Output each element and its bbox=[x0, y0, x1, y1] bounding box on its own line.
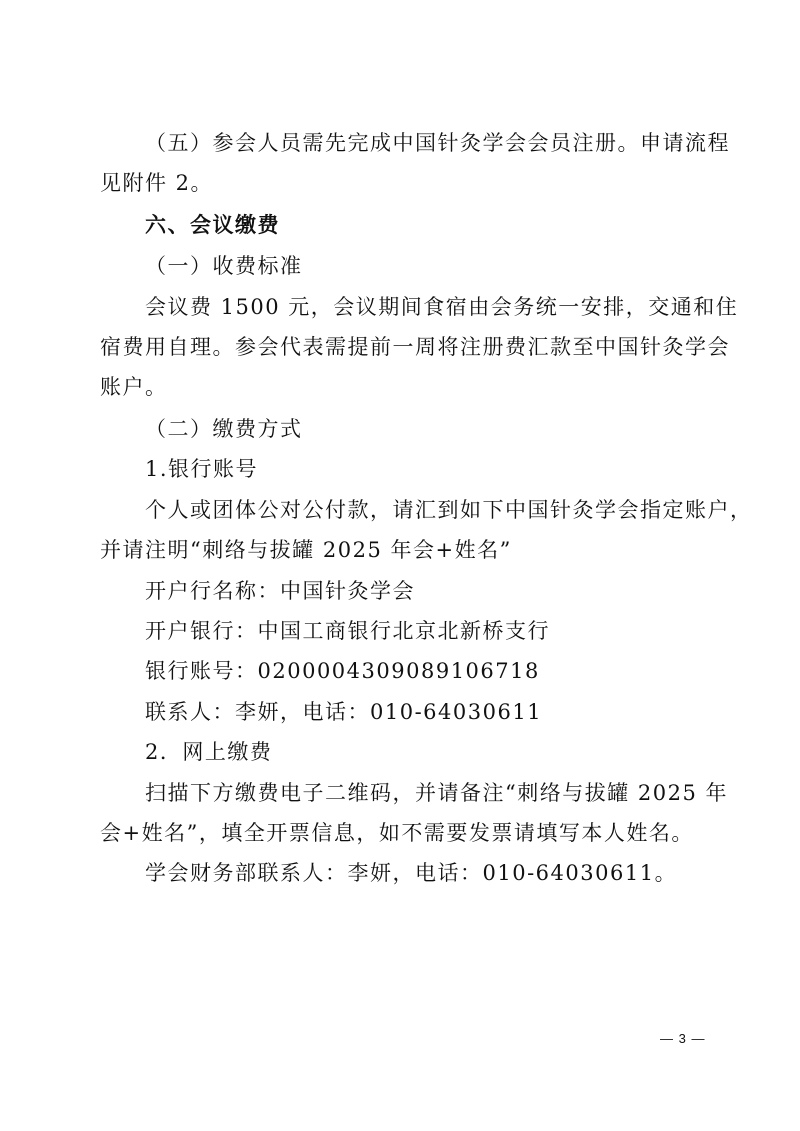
subsection-heading: （一）收费标准 bbox=[145, 254, 303, 278]
paragraph-line: 见附件 2。 bbox=[100, 171, 214, 195]
account-number-line: 银行账号：0200004309089106718 bbox=[145, 659, 540, 683]
paragraph-line: 扫描下方缴费电子二维码，并请备注“刺络与拔罐 2025 年 bbox=[145, 781, 729, 805]
bank-name-line: 开户银行：中国工商银行北京北新桥支行 bbox=[145, 619, 550, 643]
finance-contact-line: 学会财务部联系人：李妍，电话：010-64030611。 bbox=[145, 861, 678, 885]
account-name-line: 开户行名称：中国针灸学会 bbox=[145, 579, 415, 603]
item-heading: 2．网上缴费 bbox=[145, 740, 273, 764]
paragraph-line: 会+姓名”，填全开票信息，如不需要发票请填写本人姓名。 bbox=[100, 821, 694, 845]
paragraph-line: 宿费用自理。参会代表需提前一周将注册费汇款至中国针灸学会 bbox=[100, 335, 730, 359]
paragraph-line: 并请注明“刺络与拔罐 2025 年会+姓名” bbox=[100, 538, 512, 562]
paragraph-line: （五）参会人员需先完成中国针灸学会会员注册。申请流程 bbox=[145, 131, 730, 155]
paragraph-line: 账户。 bbox=[100, 375, 168, 399]
item-heading: 1.银行账号 bbox=[145, 457, 259, 481]
paragraph-line: 会议费 1500 元，会议期间食宿由会务统一安排，交通和住 bbox=[145, 295, 739, 319]
page-number: — 3 — bbox=[660, 1031, 706, 1046]
paragraph-line: 个人或团体公对公付款，请汇到如下中国针灸学会指定账户， bbox=[145, 498, 753, 522]
section-heading: 六、会议缴费 bbox=[145, 213, 280, 237]
subsection-heading: （二）缴费方式 bbox=[145, 417, 303, 441]
contact-line: 联系人：李妍，电话：010-64030611 bbox=[145, 700, 543, 724]
